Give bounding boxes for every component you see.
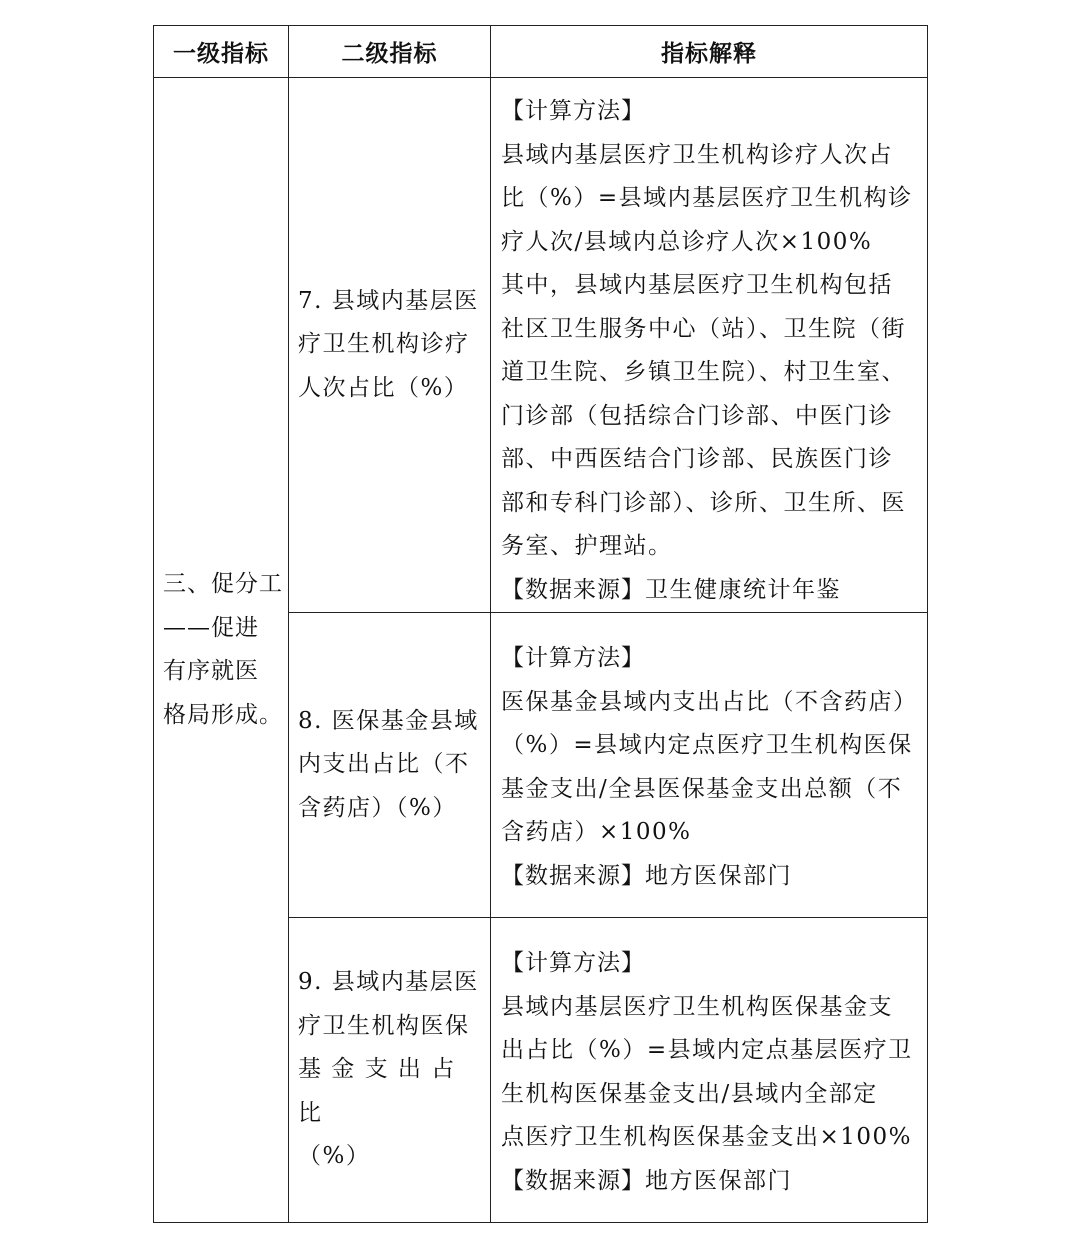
level1-line: 格局形成。 [163, 701, 283, 728]
level1-line: ——促进 [163, 614, 259, 641]
source-value: 卫生健康统计年鉴 [645, 576, 841, 603]
method-line: （%）=县域内定点医疗卫生机构医保 [501, 732, 913, 758]
level2-cell [289, 918, 491, 1223]
source-line [501, 1160, 921, 1204]
level2-line: 人次占比（%） [298, 374, 469, 401]
explanation-text [501, 942, 921, 1203]
source-line [501, 855, 921, 899]
level1-line: 三、促分工 [163, 571, 283, 597]
method-line: 道卫生院、乡镇卫生院）、村卫生室、 [501, 359, 906, 385]
level1-line: 有序就医 [163, 658, 259, 684]
method-label: 【计算方法】 [501, 645, 645, 671]
level2-line: 疗卫生机构诊疗 [298, 331, 470, 358]
level2-line: 8. 医保基金县域 [298, 707, 479, 734]
level2-line: 基 金 支 出 占 比 [298, 1056, 456, 1126]
method-label: 【计算方法】 [501, 950, 645, 976]
level2-text [298, 280, 484, 411]
method-line: 部和专科门诊部）、诊所、卫生所、医 [501, 489, 906, 516]
method-line: 比（%）=县域内基层医疗卫生机构诊 [501, 185, 913, 211]
method-line: 含药店）×100% [501, 819, 692, 845]
method-line: 部、中西医结合门诊部、民族医门诊 [501, 446, 893, 472]
method-line: 县域内基层医疗卫生机构医保基金支 [501, 993, 893, 1020]
source-label: 【数据来源】 [501, 1167, 645, 1194]
header-level2: 二级指标 [289, 26, 491, 78]
header-row [154, 26, 928, 78]
level2-cell [289, 613, 491, 918]
level2-line: 疗卫生机构医保 [298, 1012, 470, 1039]
level2-cell [289, 78, 491, 613]
method-line: 生机构医保基金支出/县域内全部定 [501, 1080, 878, 1107]
method-label: 【计算方法】 [501, 98, 645, 124]
method-line: 疗人次/县域内总诊疗人次×100% [501, 228, 873, 255]
level2-text [298, 961, 484, 1179]
method-line: 其中，县域内基层医疗卫生机构包括 [501, 272, 893, 298]
source-value: 地方医保部门 [645, 862, 792, 889]
method-line: 出占比（%）=县域内定点基层医疗卫 [501, 1037, 913, 1063]
explanation-text [501, 637, 921, 898]
level2-line: （%） [298, 1143, 371, 1170]
header-explanation: 指标解释 [491, 26, 928, 78]
source-label: 【数据来源】 [501, 862, 645, 889]
table-row [154, 78, 928, 613]
explanation-cell [491, 918, 928, 1223]
level2-line: 7. 县域内基层医 [298, 287, 479, 314]
method-line: 门诊部（包括综合门诊部、中医门诊 [501, 402, 893, 429]
level2-text [298, 700, 484, 831]
method-line: 务室、护理站。 [501, 533, 673, 559]
source-line [501, 569, 921, 613]
method-line: 医保基金县域内支出占比（不含药店） [501, 688, 918, 715]
header-level1: 一级指标 [154, 26, 289, 78]
level1-text [163, 563, 284, 737]
method-line: 基金支出/全县医保基金支出总额（不 [501, 775, 903, 802]
method-line: 社区卫生服务中心（站）、卫生院（街 [501, 315, 906, 342]
explanation-cell [491, 613, 928, 918]
explanation-text [501, 90, 921, 612]
method-line: 县域内基层医疗卫生机构诊疗人次占 [501, 141, 893, 168]
level2-line: 内支出占比（不 [298, 751, 470, 778]
source-label: 【数据来源】 [501, 576, 645, 603]
source-value: 地方医保部门 [645, 1167, 792, 1194]
level1-cell [154, 78, 289, 1223]
explanation-cell [491, 78, 928, 613]
indicator-table [153, 25, 928, 1223]
method-line: 点医疗卫生机构医保基金支出×100% [501, 1124, 913, 1150]
level2-line: 含药店）（%） [298, 794, 457, 821]
level2-line: 9. 县域内基层医 [298, 969, 479, 996]
